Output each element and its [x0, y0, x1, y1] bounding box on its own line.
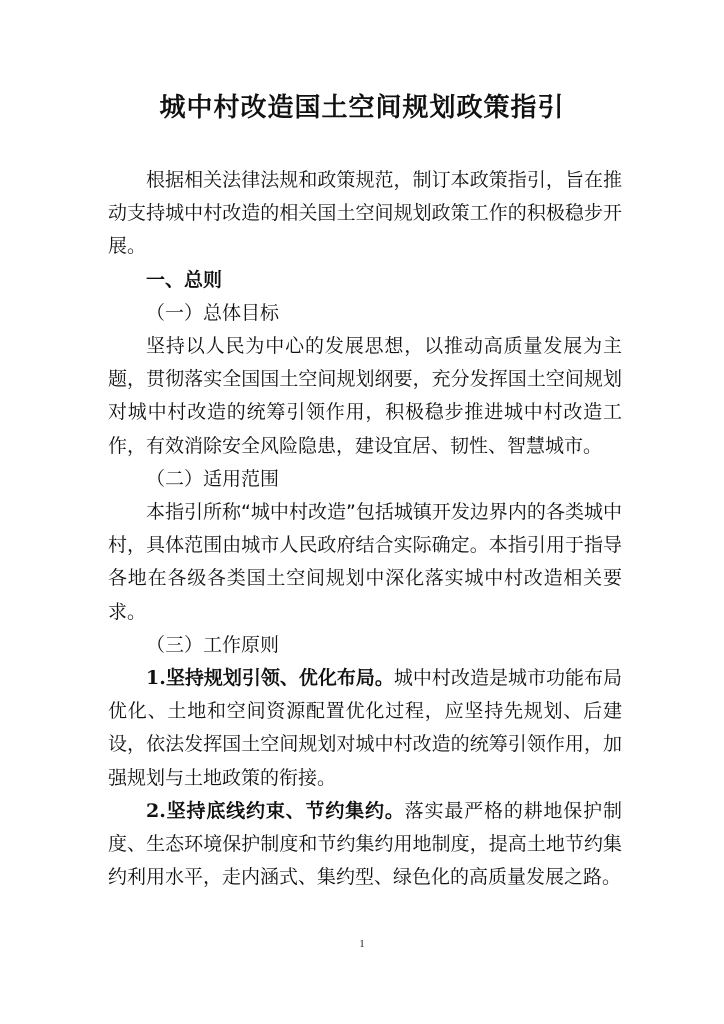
- section-heading-general: 一、总则: [146, 268, 223, 291]
- intro-paragraph: 根据相关法律法规和政策规范，制订本政策指引，旨在推动支持城中村改造的相关国土空间规划政策工作的积极稳步开展。: [108, 169, 622, 258]
- subsection-heading-overall-goal: （一）总体目标: [146, 301, 280, 324]
- principle-1-lead: 坚持规划引领、优化布局。: [165, 667, 394, 690]
- principle-2-paragraph: [108, 795, 622, 895]
- overall-goal-paragraph: 坚持以人民为中心的发展思想，以推动高质量发展为主题，贯彻落实全国国土空间规划纲要，充分发挥国土空间规划对城中村改造的统筹引领作用，积极稳步推进城中村改造工作，有效消除安全风险隐患，建设宜居、韧性、智慧城市。: [108, 335, 622, 457]
- scope-paragraph: 本指引所称“城中村改造”包括城镇开发边界内的各类城中村，具体范围由城市人民政府结合实际确定。本指引用于指导各地在各级各类国土空间规划中深化落实城中村改造相关要求。: [108, 501, 622, 623]
- principle-1-text: 城中村改造是城市功能布局优化、土地和空间资源配置优化过程，应坚持先规划、后建设，依法发挥国土空间规划对城中村改造的统筹引领作用，加强规划与土地政策的衔接。: [108, 667, 622, 789]
- principle-1-number: 1.: [146, 667, 166, 690]
- principle-2-lead: 坚持底线约束、节约集约。: [165, 799, 405, 822]
- document-body: [108, 164, 622, 894]
- principle-1-paragraph: [108, 662, 622, 795]
- subsection-heading-principles: （三）工作原则: [146, 633, 280, 656]
- subsection-heading-scope: （二）适用范围: [146, 467, 280, 490]
- principle-2-text: 落实最严格的耕地保护制度、生态环境保护制度和节约集约用地制度，提高土地节约集约利用水平，走内涵式、集约型、绿色化的高质量发展之路。: [108, 799, 622, 889]
- page-number: 1: [359, 938, 365, 950]
- document-title: 城中村改造国土空间规划政策指引: [159, 93, 565, 123]
- principle-2-number: 2.: [146, 799, 166, 822]
